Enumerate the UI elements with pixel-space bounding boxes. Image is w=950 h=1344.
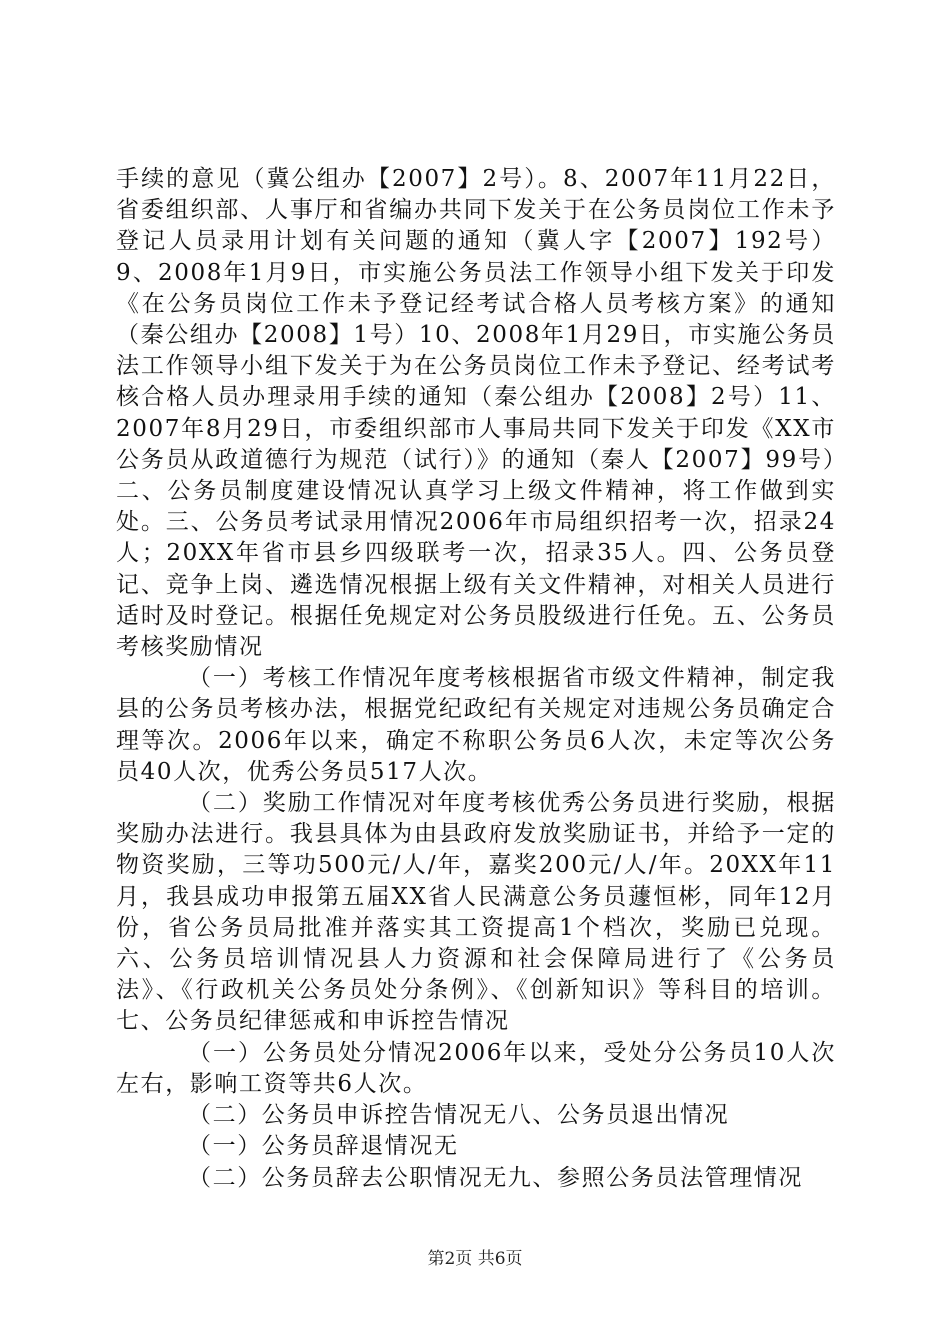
paragraph-6: （一）公务员辞退情况无 bbox=[188, 1133, 459, 1160]
page-footer: 第2页 共6页 bbox=[427, 1249, 523, 1269]
paragraph-7: （二）公务员辞去公职情况无九、参照公务员法管理情况 bbox=[188, 1164, 803, 1191]
paragraph-1: 手续的意见（冀公组办【2007】2号）。8、2007年11月22日，省委组织部、人事厅和省编办共同下发关于在公务员岗位工作未予登记人员录用计划有关问题的通知（冀人字【2007】192号）9、2008年1月9日，市实施公务员法工作领导小组下发关于印发《在公务员岗位工作未予登记经考试合格人员考核方案》的通知（秦公组办【2008】1号）10、2008年1月29日，市实施公务员法工作领导小组下发关于为在公务员岗位工作未予登记、经考试考核合格人员办理录用手续的通知（秦公组办【2008】2号）11、2007年8月29日，市委组织部市人事局共同下发关于印发《XX市公务员从政道德行为规范（试行）》的通知（秦人【2007】99号）二、公务员制度建设情况认真学习上级文件精神，将工作做到实处。三、公务员考试录用情况2006年市局组织招考一次，招录24人；20XX年省市县乡四级联考一次，招录35人。四、公务员登记、竞争上岗、遴选情况根据上级有关文件精神，对相关人员进行适时及时登记。根据任免规定对公务员股级进行任免。五、公务员考核奖励情况 bbox=[116, 166, 836, 661]
document-body bbox=[116, 164, 836, 1194]
paragraph-5: （二）公务员申诉控告情况无八、公务员退出情况 bbox=[188, 1102, 730, 1129]
paragraph-2: （一）考核工作情况年度考核根据省市级文件精神，制定我县的公务员考核办法，根据党纪政纪有关规定对违规公务员确定合理等次。2006年以来，确定不称职公务员6人次，未定等次公务员40人次，优秀公务员517人次。 bbox=[116, 665, 836, 785]
paragraph-4: （一）公务员处分情况2006年以来，受处分公务员10人次左右，影响工资等共6人次。 bbox=[116, 1039, 836, 1097]
paragraph-3: （二）奖励工作情况对年度考核优秀公务员进行奖励，根据奖励办法进行。我县具体为由县政府发放奖励证书，并给予一定的物资奖励，三等功500元/人/年，嘉奖200元/人/年。20XX年11月，我县成功申报第五届XX省人民满意公务员蘧恒彬，同年12月份，省公务员局批准并落实其工资提高1个档次，奖励已兑现。六、公务员培训情况县人力资源和社会保障局进行了《公务员法》、《行政机关公务员处分条例》、《创新知识》等科目的培训。七、公务员纪律惩戒和申诉控告情况 bbox=[116, 790, 836, 1035]
